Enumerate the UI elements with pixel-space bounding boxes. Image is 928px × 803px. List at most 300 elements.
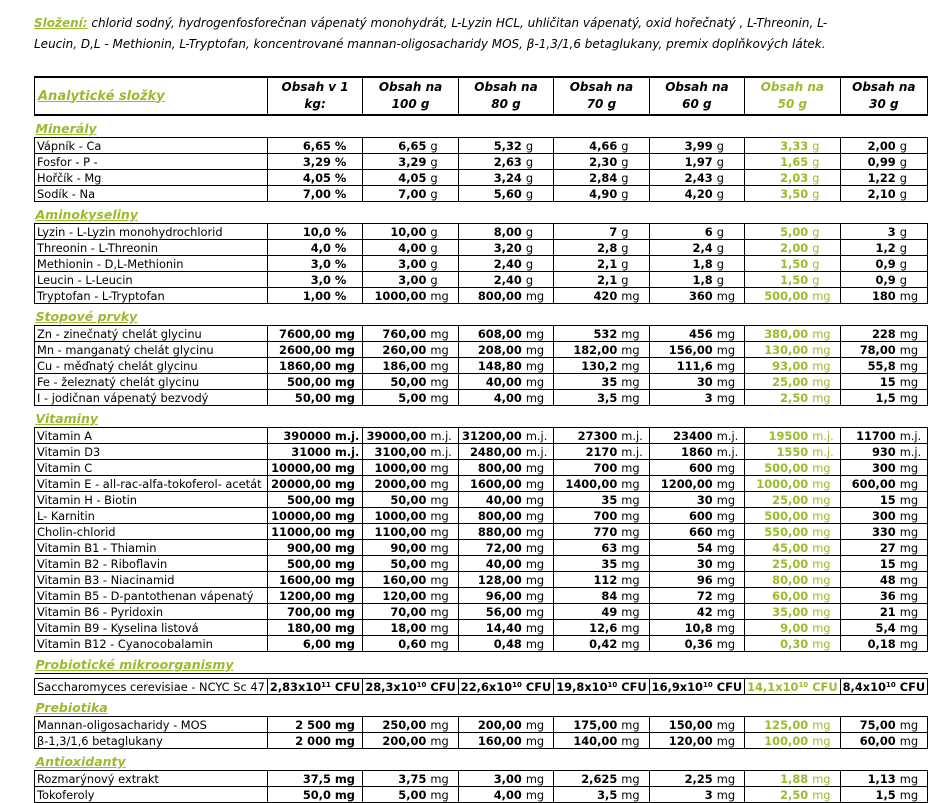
row-name: Sodík - Na bbox=[35, 186, 268, 202]
column-header-line2: kg: bbox=[304, 97, 326, 111]
value-cell: 130,2 bbox=[554, 358, 620, 374]
value-cell: 10,0 bbox=[267, 224, 333, 240]
value-cell: 160,00 bbox=[363, 572, 429, 588]
value-cell: 4,90 bbox=[554, 186, 620, 202]
row-name: Vitamin B9 - Kyselina listová bbox=[35, 620, 268, 636]
value-cell: 532 bbox=[554, 326, 620, 342]
unit-cell: % bbox=[333, 256, 363, 272]
value-cell: 3,33 bbox=[745, 138, 811, 154]
unit-cell: g bbox=[619, 138, 649, 154]
unit-cell: g bbox=[810, 138, 840, 154]
unit-cell: g bbox=[715, 224, 745, 240]
table-row bbox=[35, 272, 928, 288]
value-cell: 900,00 bbox=[267, 540, 333, 556]
value-cell: 500,00 bbox=[267, 374, 333, 390]
value-cell: 2,625 bbox=[554, 771, 620, 787]
unit-cell: mg bbox=[715, 326, 745, 342]
unit-cell: g bbox=[715, 154, 745, 170]
unit-cell: mg bbox=[715, 540, 745, 556]
value-cell: 19500 bbox=[745, 428, 811, 444]
table-row bbox=[35, 444, 928, 460]
column-header-line1: Obsah v 1 bbox=[281, 80, 349, 94]
unit-cell: mg bbox=[524, 390, 554, 406]
unit-cell: mg bbox=[898, 572, 928, 588]
section-title: Vitaminy bbox=[35, 410, 928, 428]
value-cell: 12,6 bbox=[554, 620, 620, 636]
value-cell: 0,99 bbox=[840, 154, 898, 170]
value-cell: 10000,00 bbox=[267, 508, 333, 524]
table-row bbox=[35, 508, 928, 524]
row-name: Vitamin B12 - Cyanocobalamin bbox=[35, 636, 268, 652]
column-header-line1: Obsah na bbox=[474, 80, 538, 94]
table-row bbox=[35, 460, 928, 476]
unit-cell: g bbox=[428, 224, 458, 240]
unit-cell: g bbox=[898, 170, 928, 186]
column-header-line1: Obsah na bbox=[665, 80, 729, 94]
value-cell: 2,10 bbox=[840, 186, 898, 202]
value-cell: 3,00 bbox=[363, 272, 429, 288]
value-cell: 4,20 bbox=[649, 186, 715, 202]
value-cell: 25,00 bbox=[745, 374, 811, 390]
unit-cell: mg bbox=[810, 374, 840, 390]
unit-cell: g bbox=[715, 138, 745, 154]
section-title-row bbox=[35, 699, 928, 717]
unit-cell: mg bbox=[619, 390, 649, 406]
unit-cell: mg bbox=[619, 717, 649, 733]
value-cell: 140,00 bbox=[554, 733, 620, 749]
value-cell: 40,00 bbox=[458, 374, 524, 390]
value-cell: 30 bbox=[649, 556, 715, 572]
row-name: Vitamin A bbox=[35, 428, 268, 444]
column-header-line1: Obsah na bbox=[378, 80, 443, 94]
unit-cell: g bbox=[428, 154, 458, 170]
unit-cell: mg bbox=[524, 524, 554, 540]
value-cell: 6,65 bbox=[267, 138, 333, 154]
unit-cell: g bbox=[715, 186, 745, 202]
value-cell: 0,30 bbox=[745, 636, 811, 652]
value-cell: 800,00 bbox=[458, 508, 524, 524]
value-cell: 1,5 bbox=[840, 390, 898, 406]
value-cell: 0,42 bbox=[554, 636, 620, 652]
unit-cell: mg bbox=[524, 508, 554, 524]
value-cell: 25,00 bbox=[745, 556, 811, 572]
column-header bbox=[745, 77, 840, 115]
value-cell: 1,2 bbox=[840, 240, 898, 256]
value-cell: 2,50 bbox=[745, 390, 811, 406]
unit-cell: mg bbox=[898, 476, 928, 492]
row-name: Hořčík - Mg bbox=[35, 170, 268, 186]
value-cell: 96 bbox=[649, 572, 715, 588]
unit-cell: g bbox=[898, 224, 928, 240]
value-cell: 84 bbox=[554, 588, 620, 604]
unit-cell: % bbox=[333, 224, 363, 240]
value-cell: 4,66 bbox=[554, 138, 620, 154]
table-row bbox=[35, 326, 928, 342]
row-name: Vitamin B3 - Niacinamid bbox=[35, 572, 268, 588]
value-cell: 420 bbox=[554, 288, 620, 304]
unit-cell: m.j. bbox=[898, 428, 928, 444]
value-cell: 25,00 bbox=[745, 492, 811, 508]
value-cell: 40,00 bbox=[458, 492, 524, 508]
unit-cell: mg bbox=[810, 572, 840, 588]
unit-cell: g bbox=[619, 256, 649, 272]
table-row bbox=[35, 240, 928, 256]
value-cell: 111,6 bbox=[649, 358, 715, 374]
unit-cell: g bbox=[524, 138, 554, 154]
value-cell: 2,43 bbox=[649, 170, 715, 186]
value-cell: 600 bbox=[649, 460, 715, 476]
value-cell: 63 bbox=[554, 540, 620, 556]
value-cell: 18,00 bbox=[363, 620, 429, 636]
value-cell: 660 bbox=[649, 524, 715, 540]
unit-cell: mg bbox=[333, 460, 363, 476]
table-row bbox=[35, 679, 928, 695]
unit-cell: g bbox=[524, 256, 554, 272]
unit-cell: mg bbox=[428, 771, 458, 787]
unit-cell: mg bbox=[428, 342, 458, 358]
unit-cell: g bbox=[428, 186, 458, 202]
row-name: Lyzin - L-Lyzin monohydrochlorid bbox=[35, 224, 268, 240]
value-cell: 6,00 bbox=[267, 636, 333, 652]
unit-cell: mg bbox=[619, 588, 649, 604]
row-name: Vitamin E - all-rac-alfa-tokoferol- acetát bbox=[35, 476, 268, 492]
value-cell: 80,00 bbox=[745, 572, 811, 588]
value-cell: 10,8 bbox=[649, 620, 715, 636]
unit-cell: mg bbox=[428, 326, 458, 342]
value-cell: 42 bbox=[649, 604, 715, 620]
value-exponent: 11 bbox=[321, 680, 331, 689]
unit-cell: mg bbox=[715, 588, 745, 604]
unit-cell: mg bbox=[810, 460, 840, 476]
unit-cell: mg bbox=[898, 374, 928, 390]
unit-cell: mg bbox=[898, 540, 928, 556]
table-row bbox=[35, 524, 928, 540]
unit-cell: mg bbox=[715, 374, 745, 390]
value-cell: 500,00 bbox=[745, 508, 811, 524]
value-cell: 72 bbox=[649, 588, 715, 604]
unit-cell: mg bbox=[715, 342, 745, 358]
unit-cell: mg bbox=[428, 636, 458, 652]
value-cell: 1,8 bbox=[649, 256, 715, 272]
table-row bbox=[35, 588, 928, 604]
value-cell: 50,00 bbox=[363, 492, 429, 508]
value-cell: 3,00 bbox=[363, 256, 429, 272]
unit-cell: g bbox=[810, 256, 840, 272]
value-cell: 2,8 bbox=[554, 240, 620, 256]
unit-cell: mg bbox=[898, 508, 928, 524]
column-header-line1: Obsah na bbox=[852, 80, 916, 94]
unit-cell: mg bbox=[428, 717, 458, 733]
row-name: I - jodičnan vápenatý bezvodý bbox=[35, 390, 268, 406]
value-cell: 4,0 bbox=[267, 240, 333, 256]
unit-cell: % bbox=[333, 272, 363, 288]
value-cell: 1,97 bbox=[649, 154, 715, 170]
unit-cell: mg bbox=[428, 540, 458, 556]
value-cell: 2 500 bbox=[267, 717, 333, 733]
value-mantissa: 19,8x10 bbox=[556, 679, 608, 694]
value-cell: 608,00 bbox=[458, 326, 524, 342]
value-cell: 2,40 bbox=[458, 256, 524, 272]
unit-cell: mg bbox=[810, 717, 840, 733]
unit-cell: mg bbox=[524, 460, 554, 476]
value-cell bbox=[458, 679, 524, 695]
unit-cell: mg bbox=[524, 717, 554, 733]
unit-cell: g bbox=[898, 154, 928, 170]
value-cell: 1000,00 bbox=[363, 288, 429, 304]
value-cell: 760,00 bbox=[363, 326, 429, 342]
unit-cell: CFU bbox=[428, 679, 458, 695]
row-name: Threonin - L-Threonin bbox=[35, 240, 268, 256]
unit-cell: mg bbox=[810, 492, 840, 508]
value-cell: 100,00 bbox=[745, 733, 811, 749]
value-cell: 11700 bbox=[840, 428, 898, 444]
unit-cell: mg bbox=[619, 476, 649, 492]
unit-cell: mg bbox=[524, 492, 554, 508]
unit-cell: mg bbox=[810, 508, 840, 524]
unit-cell: % bbox=[333, 138, 363, 154]
unit-cell: mg bbox=[619, 358, 649, 374]
unit-cell: mg bbox=[428, 390, 458, 406]
table-row bbox=[35, 154, 928, 170]
unit-cell: m.j. bbox=[619, 444, 649, 460]
unit-cell: mg bbox=[715, 636, 745, 652]
value-cell: 770 bbox=[554, 524, 620, 540]
section-title: Probiotické mikroorganismy bbox=[35, 656, 928, 674]
row-name: Zn - zinečnatý chelát glycinu bbox=[35, 326, 268, 342]
unit-cell: mg bbox=[898, 358, 928, 374]
table-row bbox=[35, 540, 928, 556]
value-cell: 40,00 bbox=[458, 556, 524, 572]
unit-cell: mg bbox=[524, 787, 554, 803]
value-cell: 1,22 bbox=[840, 170, 898, 186]
value-cell: 2,30 bbox=[554, 154, 620, 170]
value-cell: 380,00 bbox=[745, 326, 811, 342]
unit-cell: mg bbox=[524, 540, 554, 556]
unit-cell: mg bbox=[524, 476, 554, 492]
value-cell: 156,00 bbox=[649, 342, 715, 358]
value-mantissa: 8,4x10 bbox=[842, 679, 886, 694]
value-mantissa: 14,1x10 bbox=[747, 679, 799, 694]
value-cell: 90,00 bbox=[363, 540, 429, 556]
unit-cell: mg bbox=[810, 787, 840, 803]
value-mantissa: 16,9x10 bbox=[651, 679, 703, 694]
value-cell: 15 bbox=[840, 374, 898, 390]
value-cell: 60,00 bbox=[840, 733, 898, 749]
value-cell: 1600,00 bbox=[267, 572, 333, 588]
unit-cell: g bbox=[619, 186, 649, 202]
unit-cell: mg bbox=[619, 508, 649, 524]
row-name: Vitamin H - Biotin bbox=[35, 492, 268, 508]
value-cell: 8,00 bbox=[458, 224, 524, 240]
value-cell bbox=[745, 679, 811, 695]
table-row bbox=[35, 288, 928, 304]
column-header bbox=[458, 77, 553, 115]
unit-cell: m.j. bbox=[715, 428, 745, 444]
column-header-line1: Obsah na bbox=[569, 80, 634, 94]
unit-cell: mg bbox=[333, 540, 363, 556]
value-cell: 182,00 bbox=[554, 342, 620, 358]
value-cell: 1600,00 bbox=[458, 476, 524, 492]
unit-cell: mg bbox=[715, 508, 745, 524]
value-cell: 3,99 bbox=[649, 138, 715, 154]
unit-cell: CFU bbox=[810, 679, 840, 695]
unit-cell: mg bbox=[333, 604, 363, 620]
unit-cell: g bbox=[428, 256, 458, 272]
value-cell: 23400 bbox=[649, 428, 715, 444]
table-row bbox=[35, 256, 928, 272]
table-row bbox=[35, 358, 928, 374]
value-cell: 50,0 bbox=[267, 787, 333, 803]
value-cell: 880,00 bbox=[458, 524, 524, 540]
unit-cell: g bbox=[810, 154, 840, 170]
unit-cell: g bbox=[524, 240, 554, 256]
unit-cell: m.j. bbox=[898, 444, 928, 460]
row-name: Fe - železnatý chelát glycinu bbox=[35, 374, 268, 390]
value-cell: 800,00 bbox=[458, 288, 524, 304]
table-row bbox=[35, 771, 928, 787]
row-name: Mn - manganatý chelát glycinu bbox=[35, 342, 268, 358]
value-cell: 3,5 bbox=[554, 787, 620, 803]
unit-cell: mg bbox=[619, 540, 649, 556]
table-row bbox=[35, 572, 928, 588]
unit-cell: mg bbox=[524, 358, 554, 374]
unit-cell: g bbox=[715, 256, 745, 272]
value-cell: 10,00 bbox=[363, 224, 429, 240]
table-row bbox=[35, 636, 928, 652]
unit-cell: mg bbox=[898, 733, 928, 749]
column-header-line2: 30 g bbox=[869, 97, 899, 111]
table-row bbox=[35, 186, 928, 202]
value-cell: 1,50 bbox=[745, 256, 811, 272]
unit-cell: mg bbox=[619, 636, 649, 652]
value-cell: 2,1 bbox=[554, 272, 620, 288]
value-cell: 1,88 bbox=[745, 771, 811, 787]
table-row bbox=[35, 492, 928, 508]
unit-cell: mg bbox=[428, 374, 458, 390]
value-cell: 1,65 bbox=[745, 154, 811, 170]
value-cell: 35 bbox=[554, 492, 620, 508]
value-cell: 700 bbox=[554, 460, 620, 476]
unit-cell: mg bbox=[898, 588, 928, 604]
value-cell: 21 bbox=[840, 604, 898, 620]
value-cell bbox=[363, 679, 429, 695]
value-cell: 360 bbox=[649, 288, 715, 304]
section-title-row bbox=[35, 753, 928, 771]
value-cell: 1,00 bbox=[267, 288, 333, 304]
unit-cell: mg bbox=[715, 390, 745, 406]
value-cell: 49 bbox=[554, 604, 620, 620]
unit-cell: mg bbox=[333, 556, 363, 572]
row-name: Vitamin B6 - Pyridoxin bbox=[35, 604, 268, 620]
unit-cell: g bbox=[898, 256, 928, 272]
value-cell: 35 bbox=[554, 374, 620, 390]
unit-cell: mg bbox=[810, 588, 840, 604]
value-cell: 1,50 bbox=[745, 272, 811, 288]
unit-cell: mg bbox=[428, 604, 458, 620]
value-cell: 112 bbox=[554, 572, 620, 588]
value-cell: 20000,00 bbox=[267, 476, 333, 492]
unit-cell: mg bbox=[810, 556, 840, 572]
table-row bbox=[35, 604, 928, 620]
value-cell: 2,50 bbox=[745, 787, 811, 803]
value-cell: 148,80 bbox=[458, 358, 524, 374]
unit-cell: mg bbox=[715, 572, 745, 588]
unit-cell: mg bbox=[898, 492, 928, 508]
unit-cell: mg bbox=[715, 460, 745, 476]
value-cell: 3,50 bbox=[745, 186, 811, 202]
unit-cell: mg bbox=[333, 733, 363, 749]
unit-cell: mg bbox=[333, 787, 363, 803]
unit-cell: mg bbox=[898, 604, 928, 620]
value-cell: 0,9 bbox=[840, 256, 898, 272]
unit-cell: mg bbox=[715, 476, 745, 492]
value-cell: 186,00 bbox=[363, 358, 429, 374]
unit-cell: mg bbox=[898, 717, 928, 733]
value-cell: 128,00 bbox=[458, 572, 524, 588]
value-cell: 4,05 bbox=[267, 170, 333, 186]
value-cell: 180 bbox=[840, 288, 898, 304]
analytical-components-table bbox=[34, 76, 928, 803]
unit-cell: mg bbox=[619, 288, 649, 304]
value-cell: 1200,00 bbox=[649, 476, 715, 492]
value-cell: 1000,00 bbox=[745, 476, 811, 492]
unit-cell: g bbox=[428, 240, 458, 256]
unit-cell: mg bbox=[715, 524, 745, 540]
unit-cell: mg bbox=[524, 733, 554, 749]
unit-cell: mg bbox=[428, 556, 458, 572]
section-title: Antioxidanty bbox=[35, 753, 928, 771]
section-title: Stopové prvky bbox=[35, 308, 928, 326]
unit-cell: mg bbox=[333, 771, 363, 787]
value-cell: 5,60 bbox=[458, 186, 524, 202]
value-cell: 2,00 bbox=[840, 138, 898, 154]
row-name: Vápník - Ca bbox=[35, 138, 268, 154]
value-cell: 39000,00 bbox=[363, 428, 429, 444]
unit-cell: mg bbox=[524, 342, 554, 358]
value-cell: 72,00 bbox=[458, 540, 524, 556]
value-cell: 160,00 bbox=[458, 733, 524, 749]
unit-cell: mg bbox=[524, 288, 554, 304]
row-name: Tokoferoly bbox=[35, 787, 268, 803]
unit-cell: g bbox=[428, 272, 458, 288]
unit-cell: mg bbox=[524, 374, 554, 390]
value-cell: 14,40 bbox=[458, 620, 524, 636]
unit-cell: mg bbox=[715, 288, 745, 304]
value-cell: 300 bbox=[840, 460, 898, 476]
unit-cell: g bbox=[619, 240, 649, 256]
unit-cell: mg bbox=[810, 288, 840, 304]
unit-cell: mg bbox=[898, 620, 928, 636]
unit-cell: mg bbox=[810, 620, 840, 636]
unit-cell: mg bbox=[619, 787, 649, 803]
unit-cell: mg bbox=[810, 326, 840, 342]
unit-cell: mg bbox=[428, 588, 458, 604]
row-name: Cu - měďnatý chelát glycinu bbox=[35, 358, 268, 374]
value-cell: 550,00 bbox=[745, 524, 811, 540]
row-name: Cholin-chlorid bbox=[35, 524, 268, 540]
unit-cell: mg bbox=[715, 620, 745, 636]
value-mantissa: 2,83x10 bbox=[269, 679, 322, 694]
row-name: Saccharomyces cerevisiae - NCYC Sc 47 bbox=[35, 679, 268, 695]
value-cell: 2 000 bbox=[267, 733, 333, 749]
row-name: Fosfor - P - bbox=[35, 154, 268, 170]
value-cell: 60,00 bbox=[745, 588, 811, 604]
value-cell: 2000,00 bbox=[363, 476, 429, 492]
value-cell: 93,00 bbox=[745, 358, 811, 374]
unit-cell: mg bbox=[810, 358, 840, 374]
value-cell: 600 bbox=[649, 508, 715, 524]
value-cell: 2,4 bbox=[649, 240, 715, 256]
